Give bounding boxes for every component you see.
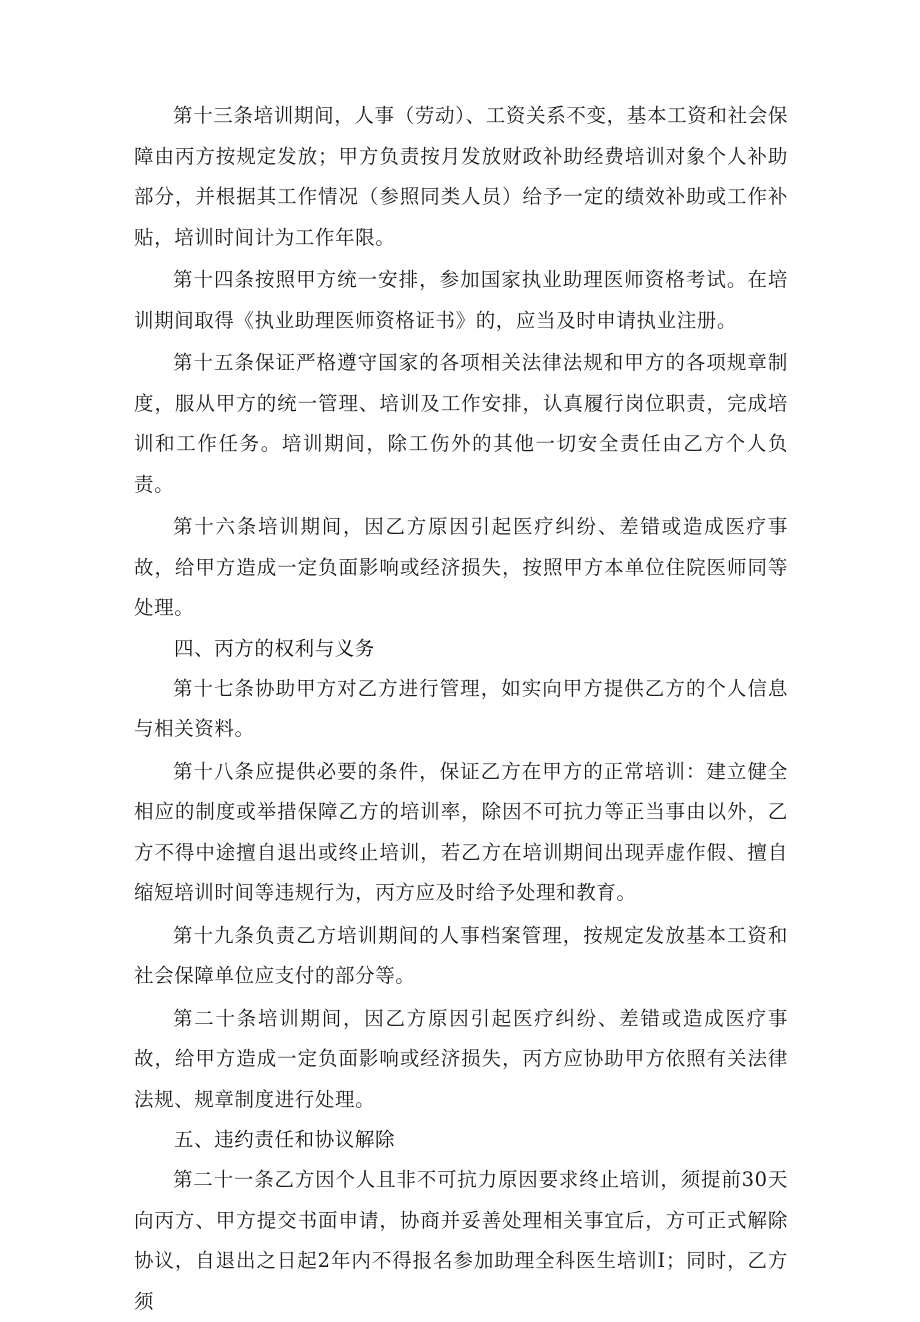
article-16-paragraph: 第十六条培训期间，因乙方原因引起医疗纠纷、差错或造成医疗事故，给甲方造成一定负面影响或经济损失，按照甲方本单位住院医师同等处理。	[134, 515, 788, 619]
section-heading-party-c-rights: 四、丙方的权利与义务	[174, 636, 376, 660]
article-18-paragraph: 第十八条应提供必要的条件，保证乙方在甲方的正常培训：建立健全相应的制度或举措保障乙方的培训率，除因不可抗力等正当事由以外，乙方不得中途擅自退出或终止培训，若乙方在培训期间出现弄虚作假、擅自缩短培训时间等违规行为，丙方应及时给予处理和教育。	[134, 759, 788, 904]
article-13-paragraph: 第十三条培训期间，人事（劳动）、工资关系不变，基本工资和社会保障由丙方按规定发放；甲方负责按月发放财政补助经费培训对象个人补助部分，并根据其工作情况（参照同类人员）给予一定的绩效补助或工作补贴，培训时间计为工作年限。	[134, 104, 788, 249]
article-14-paragraph: 第十四条按照甲方统一安排，参加国家执业助理医师资格考试。在培训期间取得《执业助理医师资格证书》的，应当及时申请执业注册。	[134, 268, 788, 332]
article-15-paragraph: 第十五条保证严格遵守国家的各项相关法律法规和甲方的各项规章制度，服从甲方的统一管理、培训及工作安排，认真履行岗位职责，完成培训和工作任务。培训期间，除工伤外的其他一切安全责任由乙方个人负责。	[134, 351, 788, 496]
article-17-paragraph: 第十七条协助甲方对乙方进行管理，如实向甲方提供乙方的个人信息与相关资料。	[134, 676, 788, 740]
article-20-paragraph: 第二十条培训期间，因乙方原因引起医疗纠纷、差错或造成医疗事故，给甲方造成一定负面影响或经济损失，丙方应协助甲方依照有关法律法规、规章制度进行处理。	[134, 1006, 788, 1111]
article-19-paragraph: 第十九条负责乙方培训期间的人事档案管理，按规定发放基本工资和社会保障单位应支付的部分等。	[134, 923, 788, 987]
section-heading-breach-termination: 五、违约责任和协议解除	[174, 1128, 396, 1151]
article-21-paragraph: 第二十一条乙方因个人且非不可抗力原因要求终止培训，须提前30天向丙方、甲方提交书面申请，协商并妥善处理相关事宜后，方可正式解除协议，自退出之日起2年内不得报名参加助理全科医生培训I；同时，乙方须	[134, 1168, 788, 1313]
